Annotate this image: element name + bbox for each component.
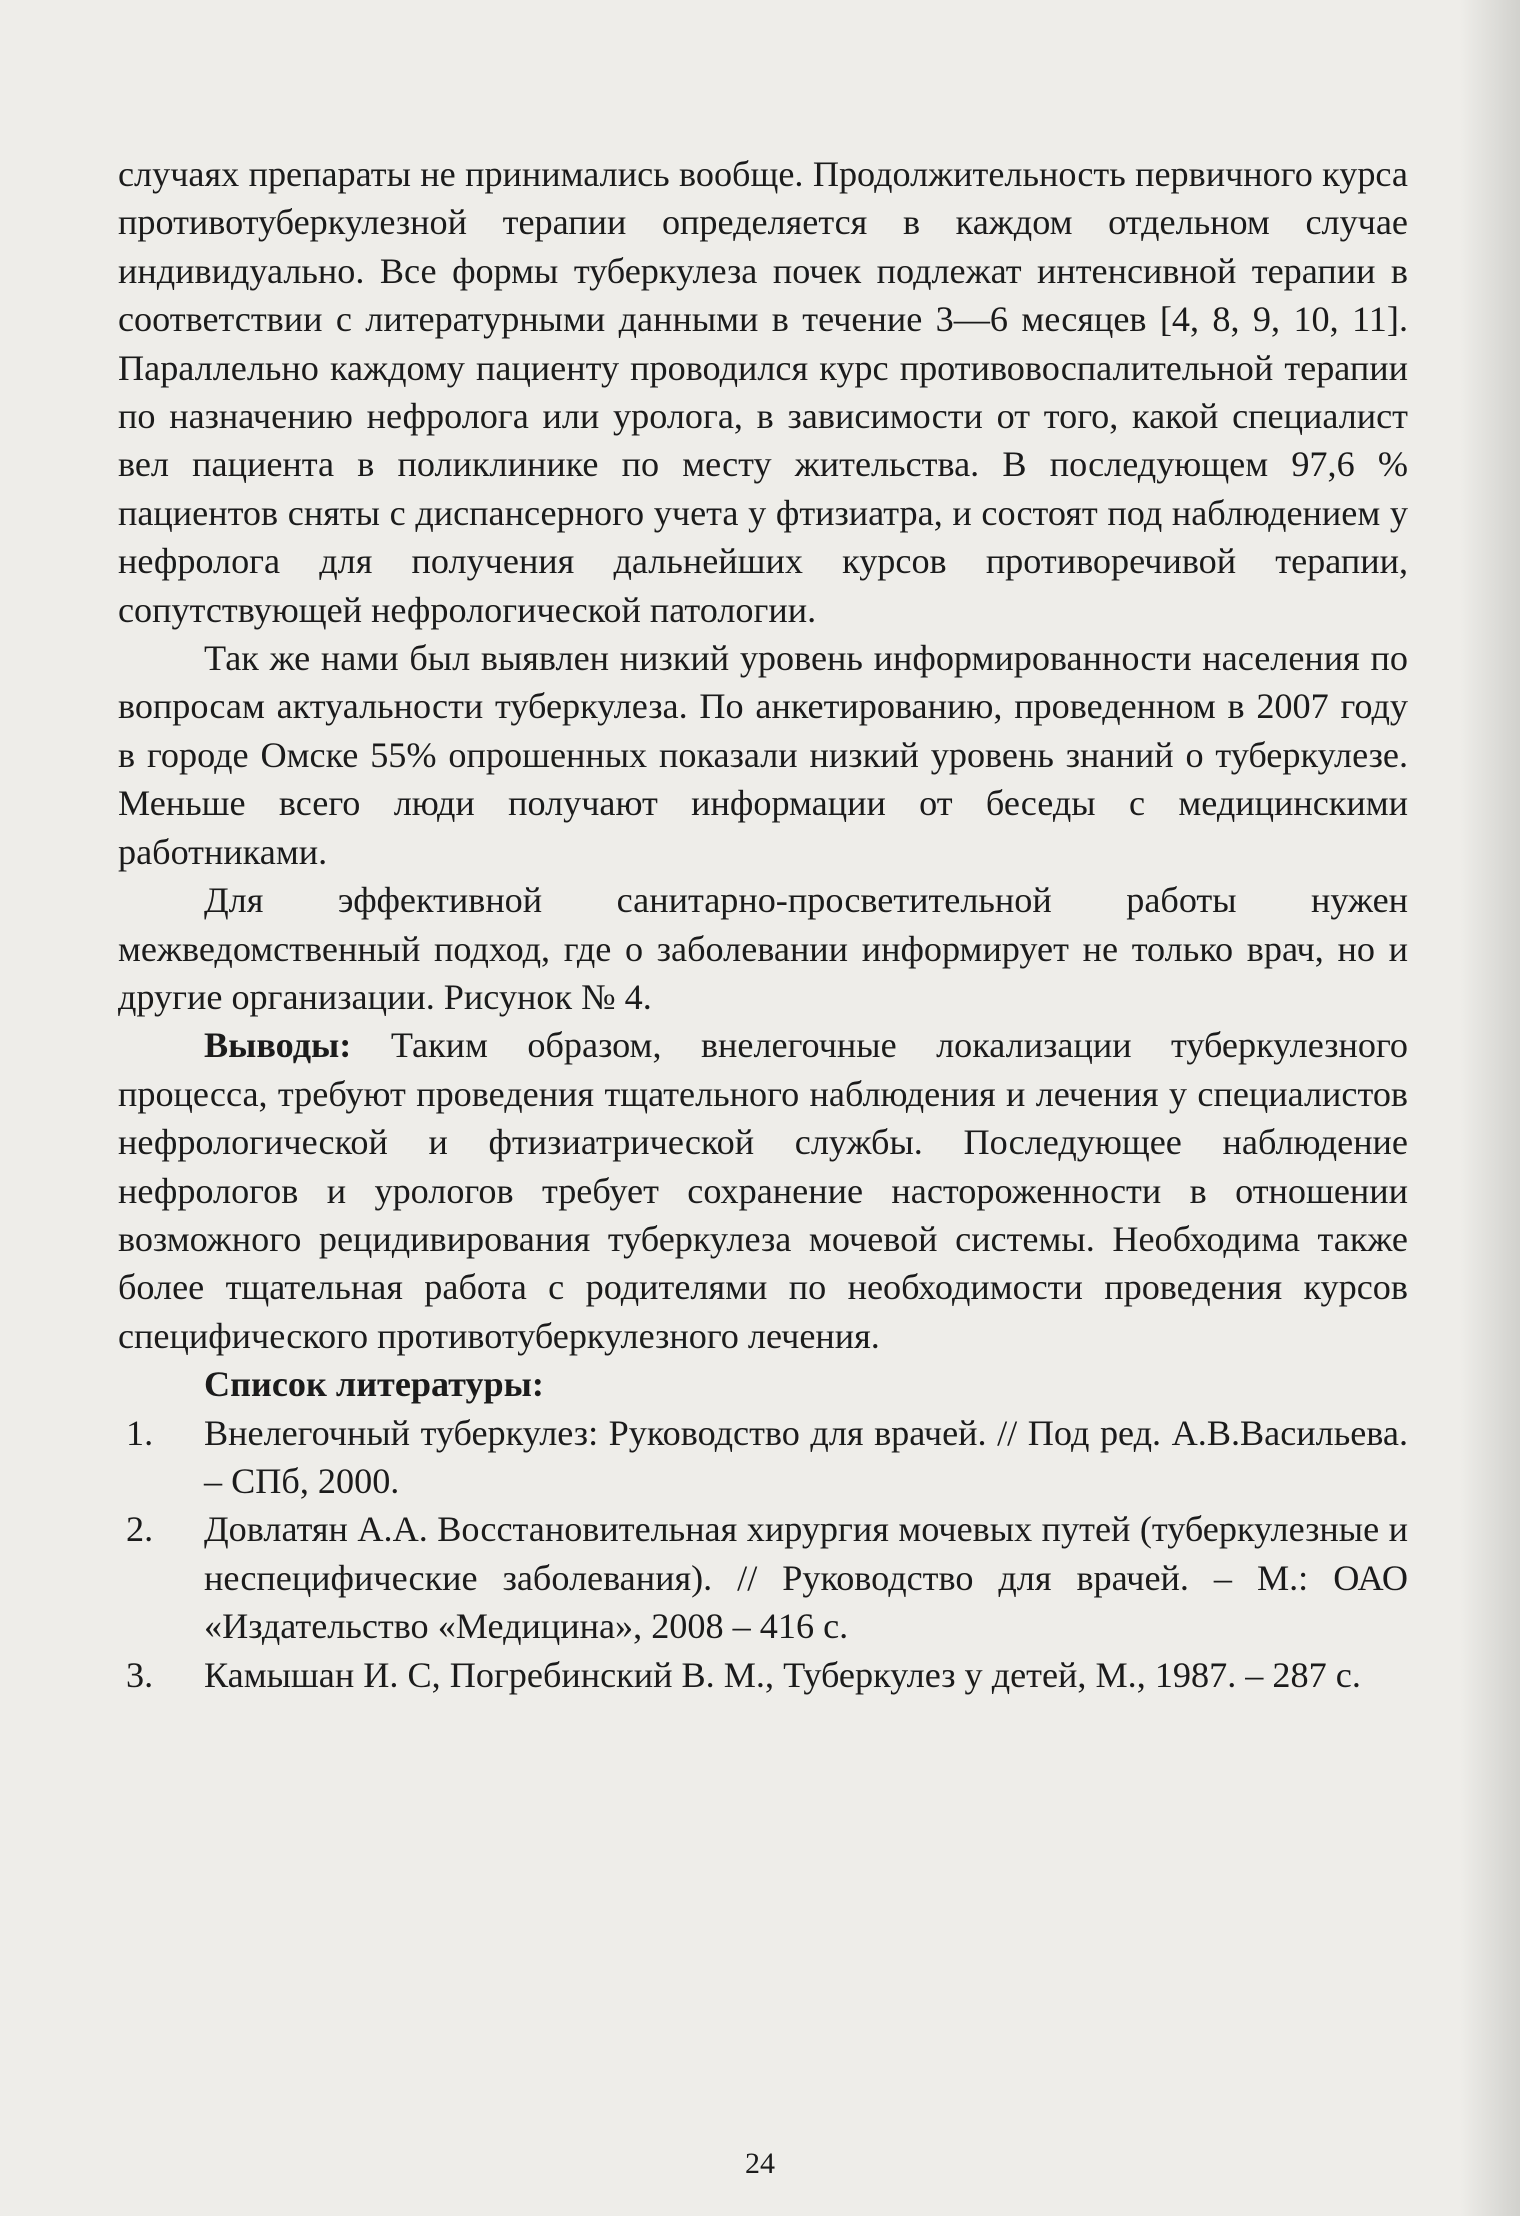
text-column bbox=[118, 150, 1408, 1699]
paragraph-1: случаях препараты не принимались вообще. Продолжительность первичного курса противотуберкулезной терапии определяется в каждом отдельном случае индивидуально. Все формы туберкулеза почек подлежат интенсивной терапии в соответствии с литературными данными в течение 3—6 месяцев [4, 8, 9, 10, 11]. Параллельно каждому пациенту проводился курс противовоспалительной терапии по назначению нефролога или уролога, в зависимости от того, какой специалист вел пациента в поликлинике по месту жительства. В последующем 97,6 % пациентов сняты с диспансерного учета у фтизиатра, и состоят под наблюдением у нефролога для получения дальнейших курсов противоречивой терапии, сопутствующей нефрологической патологии. bbox=[118, 154, 1408, 630]
references-list bbox=[118, 1409, 1408, 1699]
reference-number: 1. bbox=[126, 1412, 154, 1453]
conclusions-text: Таким образом, внелегочные локализации туберкулезного процесса, требуют проведения тщательного наблюдения и лечения у специалистов нефрологической и фтизиатрической службы. Последующее наблюдение нефрологов и урологов требует сохранение настороженности в отношении возможного рецидивирования туберкулеза мочевой системы. Необходима также более тщательная работа с родителями по необходимости проведения курсов специфического противотуберкулезного лечения. bbox=[118, 1025, 1408, 1356]
reference-text: Довлатян А.А. Восстановительная хирургия мочевых путей (туберкулезные и неспецифические заболевания). // Руководство для врачей. – М.: ОАО «Издательство «Медицина», 2008 – 416 с. bbox=[204, 1509, 1408, 1647]
page-number: 24 bbox=[745, 2147, 775, 2180]
reference-item bbox=[118, 1651, 1408, 1699]
reference-text: Внелегочный туберкулез: Руководство для врачей. // Под ред. А.В.Васильева. – СПб, 2000. bbox=[204, 1412, 1408, 1501]
paragraph-2: Так же нами был выявлен низкий уровень информированности населения по вопросам актуальности туберкулеза. По анкетированию, проведенном в 2007 году в городе Омске 55% опрошенных показали низкий уровень знаний о туберкулезе. Меньше всего люди получают информации от беседы с медицинскими работниками. bbox=[118, 638, 1408, 872]
references-title: Список литературы: bbox=[204, 1364, 544, 1405]
reference-number: 3. bbox=[126, 1654, 154, 1695]
conclusions-label: Выводы: bbox=[204, 1025, 352, 1066]
reference-item bbox=[118, 1505, 1408, 1650]
paragraph-3: Для эффективной санитарно-просветительной работы нужен межведомственный подход, где о заболевании информирует не только врач, но и другие организации. Рисунок № 4. bbox=[118, 880, 1408, 1017]
page-edge-shadow bbox=[1460, 0, 1520, 2216]
conclusions-paragraph bbox=[118, 1021, 1408, 1360]
reference-item bbox=[118, 1409, 1408, 1506]
reference-text: Камышан И. С, Погребинский В. М., Туберкулез у детей, М., 1987. – 287 с. bbox=[204, 1654, 1361, 1695]
reference-number: 2. bbox=[126, 1509, 154, 1550]
